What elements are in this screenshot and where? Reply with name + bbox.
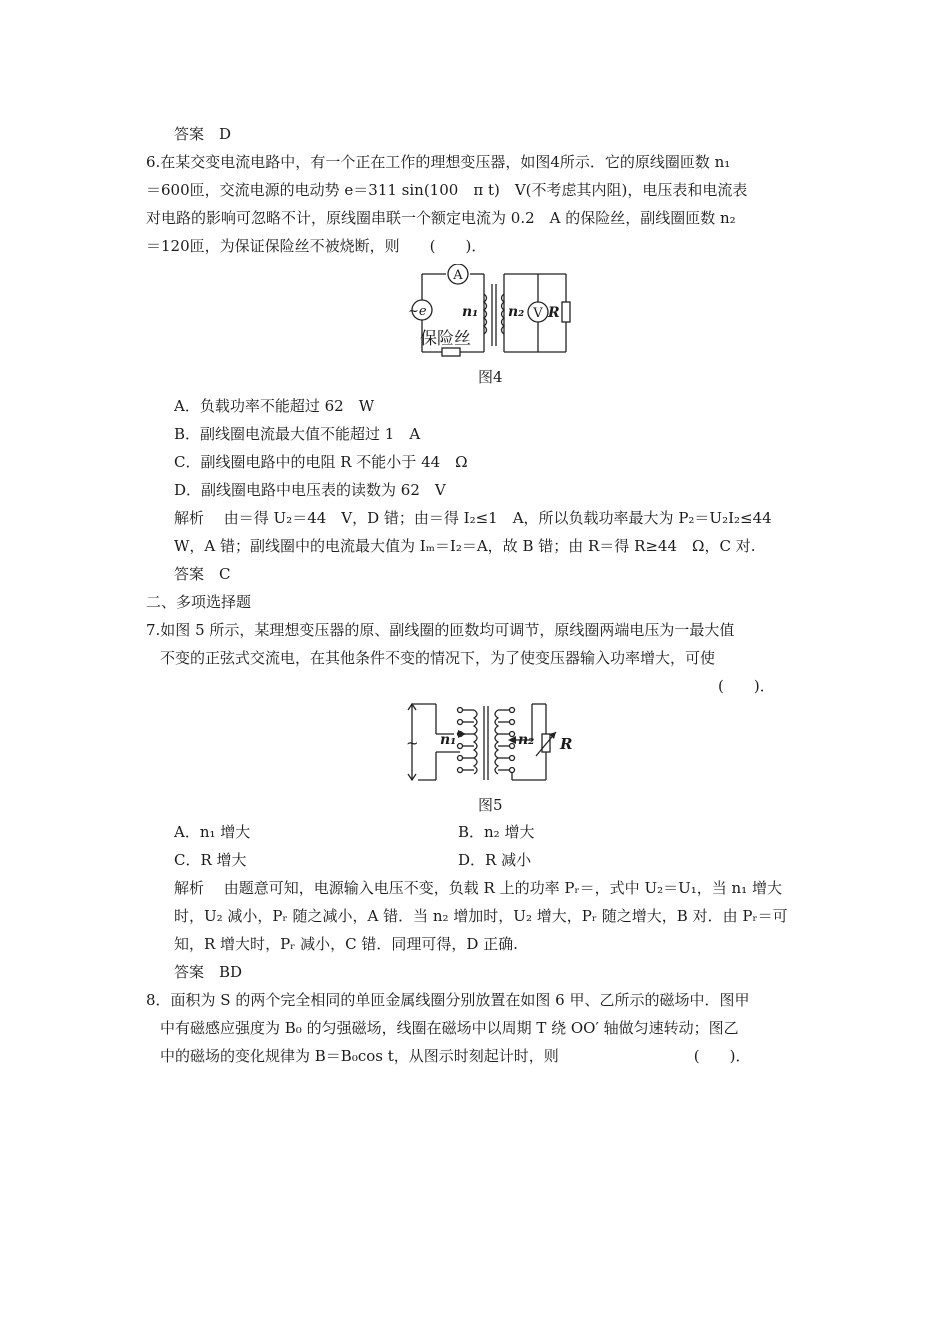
q6-line-3: 对电路的影响可忽略不计，原线圈串联一个额定电流为 0.2 A 的保险丝，副线圈匝数 n₂ — [146, 209, 736, 227]
q6-analysis-1: 解析 由＝得 U₂＝44 V，D 错；由＝得 I₂≤1 A，所以负载功率最大为 P₂＝U₂I₂≤44 — [174, 509, 772, 527]
n1-label: n₁ — [462, 304, 479, 320]
ammeter-label: A — [453, 268, 463, 283]
figure-4-caption: 图4 — [478, 368, 503, 386]
q7-line-2: 不变的正弦式交流电，在其他条件不变的情况下，为了使变压器输入功率增大，可使 — [160, 649, 716, 667]
fig5-n1-label: n₁ — [440, 732, 457, 748]
q7-option-c: C．R 增大 — [174, 851, 247, 869]
q8-line-3: 中的磁场的变化规律为 B＝B₀cos t，从图示时刻起计时，则 ( )． — [160, 1047, 751, 1065]
q5-answer: 答案 D — [174, 125, 232, 143]
q7-line-1: 7.如图 5 所示，某理想变压器的原、副线圈的匝数均可调节，原线圈两端电压为一最大值 — [146, 621, 735, 639]
q6-option-b: B．副线圈电流最大值不能超过 1 A — [174, 425, 421, 443]
fig5-resistor-label: R — [560, 735, 573, 753]
q8-line-2: 中有磁感应强度为 B₀ 的匀强磁场，线圈在磁场中以周期 T 绕 OO′ 轴做匀速转动；图乙 — [160, 1019, 739, 1037]
q6-option-d: D．副线圈电路中电压表的读数为 62 V — [174, 481, 446, 499]
figure-4-circuit — [404, 264, 576, 360]
fuse-label: 保险丝 — [420, 329, 471, 349]
fig5-n2-label: n₂ — [518, 732, 535, 748]
fig5-source-label: ~ — [406, 734, 419, 752]
voltmeter-label: V — [533, 306, 543, 321]
q7-option-b: B．n₂ 增大 — [458, 823, 535, 841]
primary-tap-arrow-icon — [458, 730, 466, 738]
q6-option-c: C．副线圈电路中的电阻 R 不能小于 44 Ω — [174, 453, 468, 471]
q6-option-a: A．负载功率不能超过 62 W — [174, 397, 375, 415]
section-2-title: 二、多项选择题 — [146, 593, 252, 611]
q7-line-3: ( )． — [718, 677, 775, 695]
q7-option-a: A．n₁ 增大 — [174, 823, 251, 841]
q7-analysis-2: 时，U₂ 减小，Pᵣ 随之减小，A 错．当 n₂ 增加时，U₂ 增大，Pᵣ 随之增大，B 对．由 Pᵣ＝可 — [174, 907, 788, 925]
fuse-icon — [442, 348, 460, 356]
resistor-icon — [562, 302, 570, 322]
q7-answer: 答案 BD — [174, 963, 243, 981]
source-label: ~e — [408, 304, 427, 319]
n2-label: n₂ — [508, 304, 525, 320]
q7-analysis-3: 知，R 增大时，Pᵣ 减小，C 错．同理可得，D 正确. — [174, 935, 518, 953]
q8-line-1: 8．面积为 S 的两个完全相同的单匝金属线圈分别放置在如图 6 甲、乙所示的磁场中．图甲 — [146, 991, 750, 1009]
secondary-tap-arrow-icon — [508, 736, 516, 744]
q6-analysis-2: W，A 错；副线圈中的电流最大值为 Iₘ＝I₂＝A，故 B 错；由 R＝得 R≥44 Ω，C 对. — [174, 537, 756, 555]
q7-analysis-1: 解析 由题意可知，电源输入电压不变，负载 R 上的功率 Pᵣ＝，式中 U₂＝U₁，当 n₁ 增大 — [174, 879, 782, 897]
figure-5-caption: 图5 — [478, 796, 503, 814]
q6-line-2: ＝600匝，交流电源的电动势 e＝311 sin(100 π t) V(不考虑其内阻)，电压表和电流表 — [146, 181, 748, 199]
q7-option-d: D．R 减小 — [458, 851, 532, 869]
figure-5-circuit — [404, 700, 580, 786]
q6-answer: 答案 C — [174, 565, 231, 583]
q6-line-4: ＝120匝，为保证保险丝不被烧断，则 ( )． — [146, 237, 487, 255]
q6-line-1: 6.在某交变电流电路中，有一个正在工作的理想变压器，如图4所示．它的原线圈匝数 n₁ — [146, 153, 731, 171]
resistor-label: R — [548, 305, 560, 321]
